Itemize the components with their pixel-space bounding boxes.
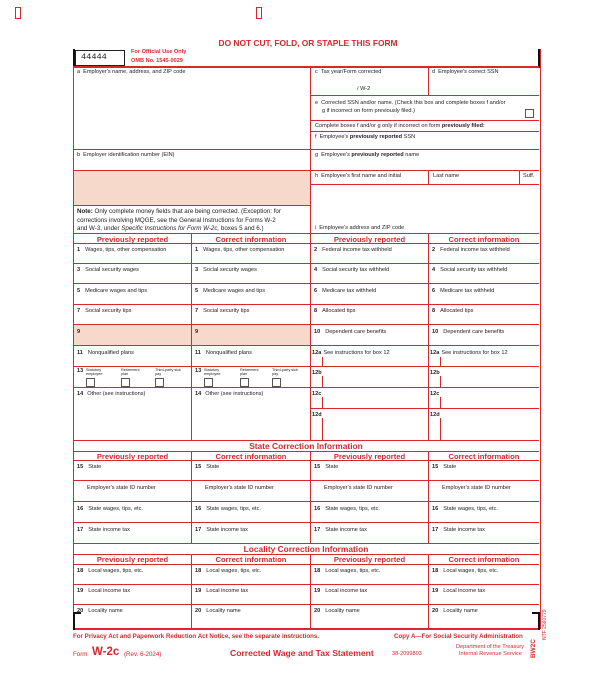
box-12b-corr: 12b [430,370,440,376]
state-15-c4: 15 State [432,464,457,470]
box-13-corr-sick-checkbox[interactable] [272,378,281,387]
copy-a-label: Copy A—For Social Security Administration [394,633,523,640]
box-b-label: b Employer identification number (EIN) [77,152,175,158]
form-word: Form [73,651,88,658]
box-d-label: d Employee's correct SSN [432,69,499,75]
state-col-prev-2: Previously reported [333,452,406,461]
box-3-corr: 3 Social security wages [195,267,257,273]
irs: Internal Revenue Service [459,651,522,657]
box-5-corr: 5 Medicare wages and tips [195,288,266,294]
state-16-c4: 16 State wages, tips, etc. [432,506,498,512]
box-1-prev: 1 Wages, tips, other compensation [77,247,167,253]
box-12a-corr: 12a See instructions for box 12 [430,350,508,356]
side-code: BW2C [530,639,537,658]
loc-19-c2: 19 Local income tax [195,588,249,594]
last-name-label: Last name [433,173,460,179]
box-g-label: g Employee's previously reported name [315,152,420,158]
box-11-corr: 11 Nonqualified plans [195,350,252,356]
box-13-prev-sick-checkbox[interactable] [155,378,164,387]
state-17-c4: 17 State income tax [432,527,485,533]
box-13-prev-statutory-checkbox[interactable] [86,378,95,387]
loc-18-c4: 18 Local wages, tips, etc. [432,568,499,574]
ntf-code: NTF 2560779 [542,609,548,640]
col-prev-1: Previously reported [96,235,169,244]
state-col-corr-2: Correct information [448,452,520,461]
state-16-c2: 16 State wages, tips, etc. [195,506,261,512]
state-17-c3: 17 State income tax [314,527,367,533]
box-8-corr: 8 Allocated tips [432,308,474,314]
loc-19-c4: 19 Local income tax [432,588,486,594]
box-e-label: e Corrected SSN and/or name. (Check this box and complete boxes f and/or g if incorrect on form previously filed.) [315,100,506,114]
box-13-corr-statutory: Statutory employee [204,368,221,376]
box-5-prev: 5 Medicare wages and tips [77,288,148,294]
registration-mark-left [15,7,21,19]
state-section-title: State Correction Information [249,441,363,451]
loc-20-c2: 20 Locality name [195,608,241,614]
box-14-corr: 14 Other (see instructions) [195,391,264,397]
state-col-prev-1: Previously reported [96,452,169,461]
box-10-prev: 10 Dependent care benefits [314,329,387,335]
loc-col-prev-1: Previously reported [96,555,169,564]
box-12d-prev: 12d [312,412,322,418]
form-code: 44444 [81,52,107,62]
loc-20-c4: 20 Locality name [432,608,478,614]
box-c-label: c Tax year/Form corrected [315,69,382,75]
box-4-prev: 4 Social security tax withheld [314,267,390,273]
loc-20-c1: 20 Locality name [77,608,123,614]
omb-number: OMB No. 1545-0029 [131,58,183,64]
box-12c-corr: 12c [430,391,440,397]
box-13-prev-sick: Third-party sick pay [155,368,181,376]
box-h-label: h Employee's first name and initial [315,173,402,179]
box-2-corr: 2 Federal income tax withheld [432,247,510,253]
catalog-number: 38-2099803 [392,651,422,657]
col-corr-2: Correct information [448,235,520,244]
state-id-c3: Employer's state ID number [324,485,393,491]
form-revision: (Rev. 6-2024) [124,651,162,658]
box-a-label: a Employer's name, address, and ZIP code [77,69,186,75]
box-13-prev-retirement: Retirement plan [121,368,140,376]
box-e-checkbox[interactable] [525,109,534,118]
box-f-label: f Employee's previously reported SSN [315,134,416,140]
box-12c-prev: 12c [312,391,322,397]
box-6-corr: 6 Medicare tax withheld [432,288,495,294]
box-8-prev: 8 Allocated tips [314,308,356,314]
box-13-corr-retirement: Retirement plan [240,368,259,376]
box-i-label: i Employee's address and ZIP code [315,225,405,231]
state-15-c2: 15 State [195,464,220,470]
box-6-prev: 6 Medicare tax withheld [314,288,377,294]
loc-19-c3: 19 Local income tax [314,588,368,594]
box-13-prev-retirement-checkbox[interactable] [121,378,130,387]
box-13-corr-retirement-checkbox[interactable] [240,378,249,387]
registration-mark-center [256,7,262,19]
box-10-corr: 10 Dependent care benefits [432,329,505,335]
suffix-label: Suff. [523,173,535,179]
form-title: DO NOT CUT, FOLD, OR STAPLE THIS FORM [218,38,398,48]
state-15-c1: 15 State [77,464,102,470]
box-13-corr-num: 13 [195,368,202,374]
box-13-corr-sick: Third-party sick pay [272,368,298,376]
state-17-c2: 17 State income tax [195,527,248,533]
box-13-corr-statutory-checkbox[interactable] [204,378,213,387]
money-note: Note: Only complete money fields that are being corrected. (Exception: for corrections involving MQGE, see the General Instructions for Forms W-2 and W-3, under Specific Instructions for Form W-2c, boxes 5 and 6.) [77,208,281,232]
box-2-prev: 2 Federal income tax withheld [314,247,392,253]
box-7-prev: 7 Social security tips [77,308,132,314]
col-corr-1: Correct information [215,235,287,244]
box-9-prev: 9 [77,329,81,335]
box-9-corr: 9 [195,329,199,335]
state-15-c3: 15 State [314,464,339,470]
box-13-prev-num: 13 [77,368,84,374]
loc-18-c1: 18 Local wages, tips, etc. [77,568,144,574]
corner-bracket-bottom-right [532,612,540,630]
box-c-form: / W-2 [357,86,371,92]
box-4-corr: 4 Social security tax withheld [432,267,508,273]
box-12a-prev: 12a See instructions for box 12 [312,350,390,356]
state-17-c1: 17 State income tax [77,527,130,533]
loc-20-c3: 20 Locality name [314,608,360,614]
statement-title: Corrected Wage and Tax Statement [230,648,374,658]
loc-col-prev-2: Previously reported [333,555,406,564]
official-use: For Official Use Only [131,49,187,55]
corner-bracket-bottom-left [73,612,81,630]
loc-18-c2: 18 Local wages, tips, etc. [195,568,262,574]
privacy-notice: For Privacy Act and Paperwork Reduction Act Notice, see the separate instructions. [73,633,320,640]
locality-section-title: Locality Correction Information [243,544,369,554]
state-id-c1: Employer's state ID number [87,485,156,491]
box-9-shade-corr [192,325,310,345]
col-prev-2: Previously reported [333,235,406,244]
box-12d-corr: 12d [430,412,440,418]
box-11-prev: 11 Nonqualified plans [77,350,134,356]
state-16-c3: 16 State wages, tips, etc. [314,506,380,512]
fg-note: Complete boxes f and/or g only if incorrect on form previously filed: [315,123,485,129]
box-13-prev-statutory: Statutory employee [86,368,103,376]
box-7-corr: 7 Social security tips [195,308,250,314]
state-id-c2: Employer's state ID number [205,485,274,491]
box-12b-prev: 12b [312,370,322,376]
dept-treasury: Department of the Treasury [456,644,525,650]
state-16-c1: 16 State wages, tips, etc. [77,506,143,512]
box-1-corr: 1 Wages, tips, other compensation [195,247,285,253]
loc-col-corr-2: Correct information [448,555,520,564]
box-14-prev: 14 Other (see instructions) [77,391,146,397]
loc-18-c3: 18 Local wages, tips, etc. [314,568,381,574]
box-9-shade-prev [74,325,191,345]
shaded-box-left [74,171,310,205]
loc-19-c1: 19 Local income tax [77,588,131,594]
form-name: W-2c [92,646,120,658]
loc-col-corr-1: Correct information [215,555,287,564]
state-col-corr-1: Correct information [215,452,287,461]
box-3-prev: 3 Social security wages [77,267,139,273]
state-id-c4: Employer's state ID number [442,485,511,491]
